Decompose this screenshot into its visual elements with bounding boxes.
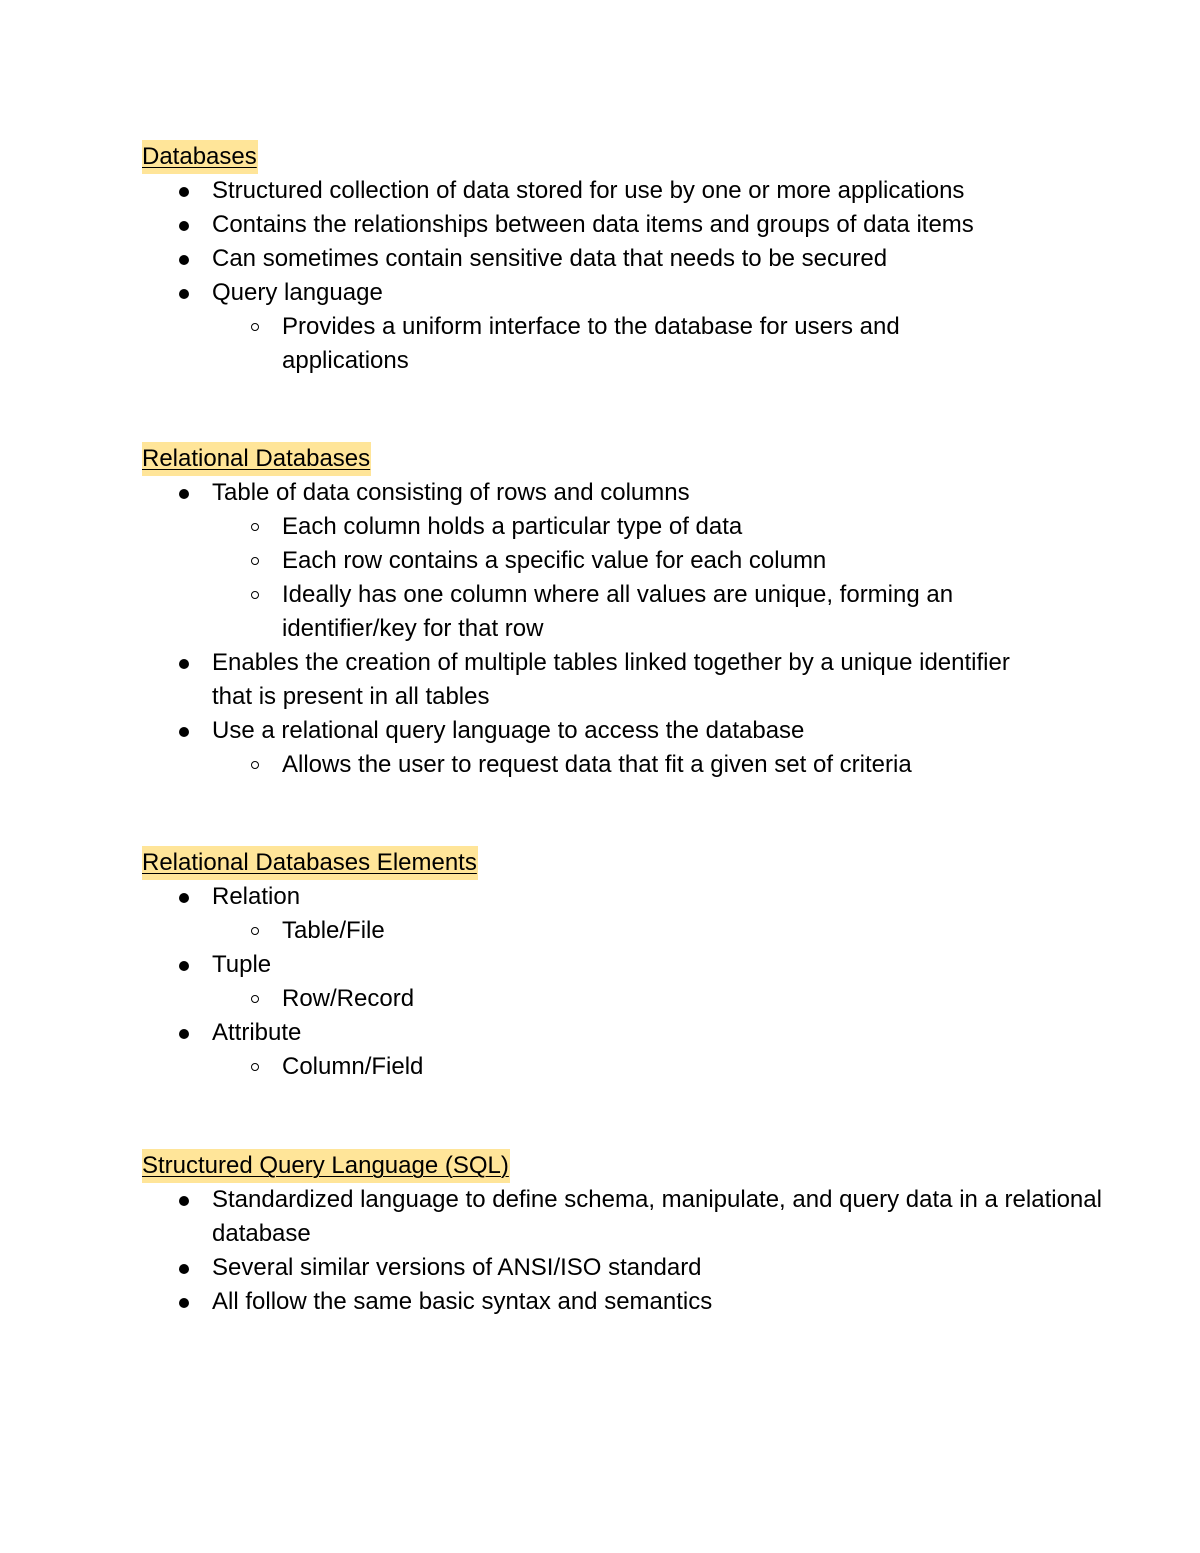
section-relational-databases (142, 442, 1102, 782)
list-item: Tuple Row/Record (142, 948, 1102, 1016)
list-item: Use a relational query language to access the database Allows the user to request data that fit a given set of criteria (142, 714, 1072, 782)
filled-bullet-icon (179, 1196, 189, 1206)
filled-bullet-icon (179, 489, 189, 499)
list-item: Contains the relationships between data items and groups of data items (142, 208, 1112, 242)
hollow-bullet-icon (251, 995, 259, 1003)
filled-bullet-icon (179, 961, 189, 971)
sub-list-item: Allows the user to request data that fit a given set of criteria (212, 748, 1002, 782)
filled-bullet-icon (179, 1298, 189, 1308)
filled-bullet-icon (179, 255, 189, 265)
section-heading: Structured Query Language (SQL) (142, 1149, 510, 1183)
list-item: All follow the same basic syntax and semantics (142, 1285, 1132, 1319)
sub-bullet-list (142, 982, 1102, 1016)
hollow-bullet-icon (251, 1063, 259, 1071)
sub-list-item: Table/File (212, 914, 1102, 948)
section-heading: Relational Databases (142, 442, 371, 476)
filled-bullet-icon (179, 221, 189, 231)
hollow-bullet-icon (251, 323, 259, 331)
hollow-bullet-icon (251, 927, 259, 935)
section-relational-databases-elements (142, 846, 1102, 1084)
sub-list-item: Row/Record (212, 982, 1102, 1016)
list-item: Relation Table/File (142, 880, 1102, 948)
list-item: Can sometimes contain sensitive data that needs to be secured (142, 242, 1112, 276)
list-item: Structured collection of data stored for use by one or more applications (142, 174, 1112, 208)
section-heading: Databases (142, 140, 258, 174)
bullet-list (142, 476, 1102, 782)
sub-list-item: Ideally has one column where all values are unique, forming an identifier/key for that row (212, 578, 1002, 646)
filled-bullet-icon (179, 727, 189, 737)
sub-bullet-list (142, 1050, 1102, 1084)
section-heading: Relational Databases Elements (142, 846, 478, 880)
filled-bullet-icon (179, 187, 189, 197)
list-item: Attribute Column/Field (142, 1016, 1102, 1084)
list-item: Standardized language to define schema, manipulate, and query data in a relational database (142, 1183, 1132, 1251)
list-item: Several similar versions of ANSI/ISO standard (142, 1251, 1132, 1285)
hollow-bullet-icon (251, 591, 259, 599)
bullet-list (142, 174, 1102, 378)
sub-bullet-list (142, 510, 1072, 646)
hollow-bullet-icon (251, 557, 259, 565)
filled-bullet-icon (179, 659, 189, 669)
filled-bullet-icon (179, 289, 189, 299)
hollow-bullet-icon (251, 761, 259, 769)
sub-bullet-list (142, 914, 1102, 948)
sub-list-item: Provides a uniform interface to the database for users and applications (212, 310, 942, 378)
list-item: Query language Provides a uniform interface to the database for users and applications (142, 276, 1112, 378)
section-sql (142, 1149, 1102, 1319)
sub-bullet-list (142, 748, 1072, 782)
sub-list-item: Each column holds a particular type of data (212, 510, 1002, 544)
filled-bullet-icon (179, 1264, 189, 1274)
bullet-list (142, 880, 1102, 1084)
section-databases (142, 140, 1102, 378)
hollow-bullet-icon (251, 523, 259, 531)
list-item: Enables the creation of multiple tables linked together by a unique identifier that is present in all tables (142, 646, 1032, 714)
filled-bullet-icon (179, 893, 189, 903)
filled-bullet-icon (179, 1029, 189, 1039)
list-item: Table of data consisting of rows and columns Each column holds a particular type of data Each row contains a specific value for each column Ideally has one column where all values are unique, forming an identifier/key for that row (142, 476, 1072, 646)
sub-bullet-list (142, 310, 1112, 378)
sub-list-item: Each row contains a specific value for each column (212, 544, 1002, 578)
bullet-list (142, 1183, 1102, 1319)
sub-list-item: Column/Field (212, 1050, 1102, 1084)
